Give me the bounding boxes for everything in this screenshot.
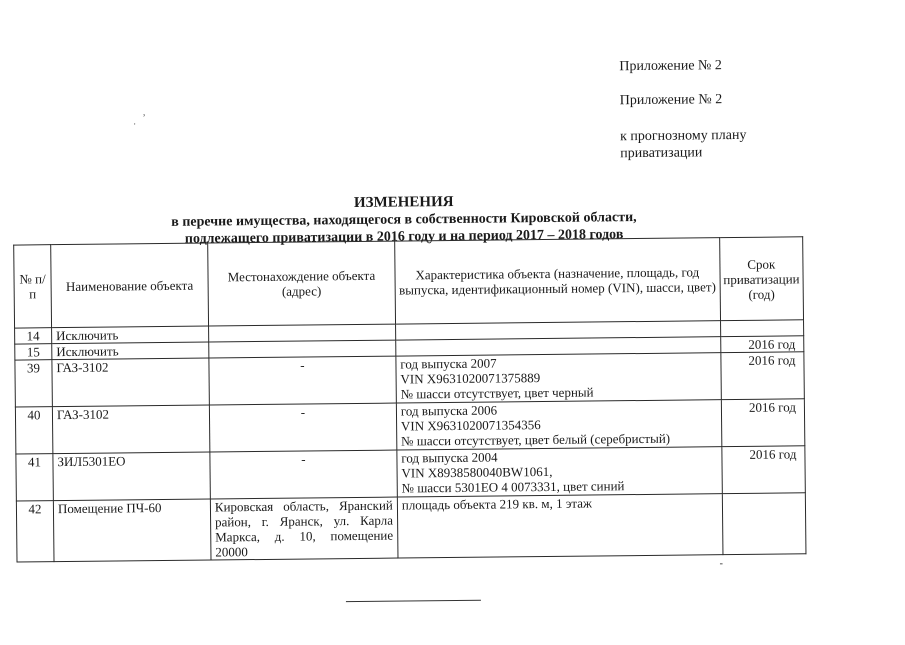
cell-location: [210, 450, 397, 499]
cell-name: Помещение ПЧ-60: [53, 499, 211, 562]
cell-name: ГАЗ-3102: [52, 358, 209, 407]
cell-term: [720, 320, 803, 337]
appendix-subtitle: к прогнозному плану приватизации: [620, 127, 747, 162]
scan-speck: -: [719, 558, 723, 570]
char-chassis: № шасси отсутствует, цвет белый (серебристый): [401, 430, 671, 449]
cell-location: [208, 324, 395, 342]
cell-term: [721, 352, 805, 400]
appendix-label-1: Приложение № 2: [619, 58, 722, 75]
char-year: год выпуска 2007: [400, 355, 497, 372]
cell-term-value: 2016 год: [749, 446, 797, 462]
cell-characteristics: [396, 353, 721, 403]
table-row: [15, 399, 804, 454]
header-location: Местонахождение объекта (адрес): [208, 241, 396, 326]
char-vin: VIN X9631020071354356: [400, 417, 541, 434]
cell-name: Исключить: [52, 326, 209, 344]
cell-term-value: 2016 год: [748, 352, 796, 368]
cell-term: [720, 336, 803, 353]
cell-location: Кировская область, Яранский район, г. Яранск, ул. Карла Маркса, д. 10, помещение 20000: [210, 497, 398, 560]
cell-characteristics: [396, 400, 721, 450]
cell-no: 42: [16, 501, 54, 562]
closing-line: [346, 600, 481, 602]
cell-no: 15: [15, 344, 52, 360]
header-term: Срок приватизации (год): [719, 237, 803, 321]
cell-name: Исключить: [52, 342, 209, 360]
cell-no: 41: [16, 454, 53, 501]
cell-name: ЗИЛ5301ЕО: [53, 452, 210, 501]
cell-location-dash: -: [300, 404, 306, 420]
table-header-row: [14, 237, 804, 328]
table-row: [16, 493, 806, 562]
header-characteristics: Характеристика объекта (назначение, площадь, год выпуска, идентификационный номер (VIN), шасси, цвет): [395, 238, 721, 324]
cell-location: [209, 340, 396, 358]
cell-term-value: 2016 год: [748, 336, 796, 352]
property-table: [13, 236, 806, 562]
cell-term: [721, 399, 805, 447]
cell-no: 14: [15, 328, 52, 344]
cell-no: 40: [15, 407, 52, 454]
char-vin: VIN X9631020071375889: [400, 370, 541, 387]
scan-speck: ·: [132, 119, 137, 131]
cell-characteristics: [397, 494, 722, 558]
char-chassis: № шасси отсутствует, цвет черный: [400, 384, 594, 402]
char-vin: VIN X8938580040BW1061,: [401, 463, 553, 481]
cell-term: [722, 446, 806, 494]
cell-location: [209, 356, 396, 405]
cell-term-value: 2016 год: [748, 399, 797, 415]
char-year: год выпуска 2004: [401, 449, 498, 466]
cell-location-dash: -: [300, 357, 305, 373]
scan-speck: ,: [142, 107, 146, 119]
char-chassis: № шасси 5301ЕО 4 0073331, цвет синий: [401, 478, 625, 496]
header-name: Наименование объекта: [51, 243, 209, 328]
table-row: [16, 446, 805, 501]
table-row: [15, 352, 804, 407]
appendix-label-2: Приложение № 2: [619, 92, 723, 109]
char-year: год выпуска 2006: [400, 402, 498, 419]
cell-term: [722, 493, 806, 555]
cell-name: ГАЗ-3102: [52, 405, 209, 454]
cell-no: 39: [15, 360, 52, 407]
cell-characteristics: [397, 447, 722, 497]
title-line-2: в перечне имущества, находящегося в собственности Кировской области,: [171, 210, 637, 230]
title-line-3: подлежащего приватизации в 2016 году и на период 2017 – 2018 годов: [184, 227, 624, 247]
cell-location: [209, 403, 396, 452]
cell-location-dash: -: [301, 451, 306, 467]
header-no: № п/п: [14, 245, 52, 328]
title-main: ИЗМЕНЕНИЯ: [353, 193, 454, 211]
char-area: площадь объекта 219 кв. м, 1 этаж: [401, 495, 593, 513]
